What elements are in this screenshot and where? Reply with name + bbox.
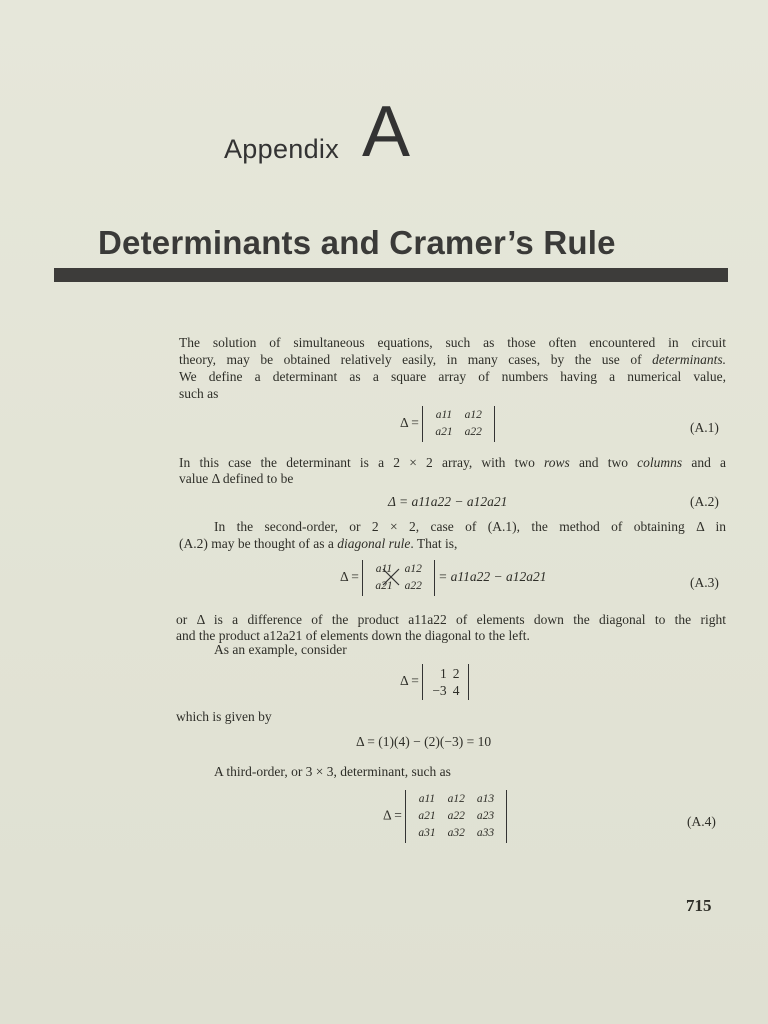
para5-line1: which is given by: [176, 709, 272, 724]
determinant-2x2: a11 a12 a21 a22: [422, 406, 495, 442]
equation-number-a4: (A.4): [687, 814, 716, 829]
para1-line3: We define a determinant as a square array of numbers having a numerical value,: [179, 369, 726, 384]
determinant-diagonal: a11 a12 a21 a22: [362, 560, 435, 596]
determinant-3x3: a11 a12 a13 a21 a22 a23 a31 a32 a33: [405, 790, 507, 843]
equation-a3: Δ = a11 a12 a21 a22 = a11a22 − a12a21: [340, 560, 547, 596]
equation-number-a2: (A.2): [690, 494, 719, 509]
example-equation: Δ = 1 2 −3 4: [400, 664, 469, 700]
para3-line1: In the second-order, or 2 × 2, case of (A.1), the method of obtaining Δ in: [214, 519, 726, 534]
example-determinant: 1 2 −3 4: [422, 664, 469, 700]
equation-number-a1: (A.1): [690, 420, 719, 435]
para2-line2: value Δ defined to be: [179, 471, 294, 486]
para4-line2: and the product a12a21 of elements down the diagonal to the left.: [176, 628, 530, 643]
chapter-title: Determinants and Cramer’s Rule: [98, 224, 616, 261]
appendix-letter: A: [362, 92, 411, 172]
para6-line1: A third-order, or 3 × 3, determinant, such as: [214, 764, 451, 779]
para3-line2: (A.2) may be thought of as a diagonal rule. That is,: [179, 536, 458, 551]
para1-line2: theory, may be obtained relatively easily, in many cases, by the use of determinants.: [179, 352, 726, 367]
equation-a1: Δ = a11 a12 a21 a22: [400, 406, 495, 442]
page-number: 715: [686, 896, 712, 915]
equation-number-a3: (A.3): [690, 575, 719, 590]
para2-line1: In this case the determinant is a 2 × 2 array, with two rows and two columns and a: [179, 455, 727, 470]
title-rule: [54, 268, 728, 282]
para1-line1: The solution of simultaneous equations, such as those often encountered in circuit: [179, 335, 726, 350]
para4-line1: or Δ is a difference of the product a11a22 of elements down the diagonal to the right: [176, 612, 726, 627]
para4-line3: As an example, consider: [214, 642, 347, 657]
equation-a4: Δ = a11 a12 a13 a21 a22 a23 a31 a32 a33: [383, 790, 507, 843]
appendix-label: Appendix: [224, 134, 339, 164]
para1-line4: such as: [179, 386, 219, 401]
example-result: Δ = (1)(4) − (2)(−3) = 10: [356, 734, 492, 749]
equation-a2: Δ = a11a22 − a12a21: [388, 494, 508, 509]
diagonal-cross-icon: [381, 566, 401, 588]
